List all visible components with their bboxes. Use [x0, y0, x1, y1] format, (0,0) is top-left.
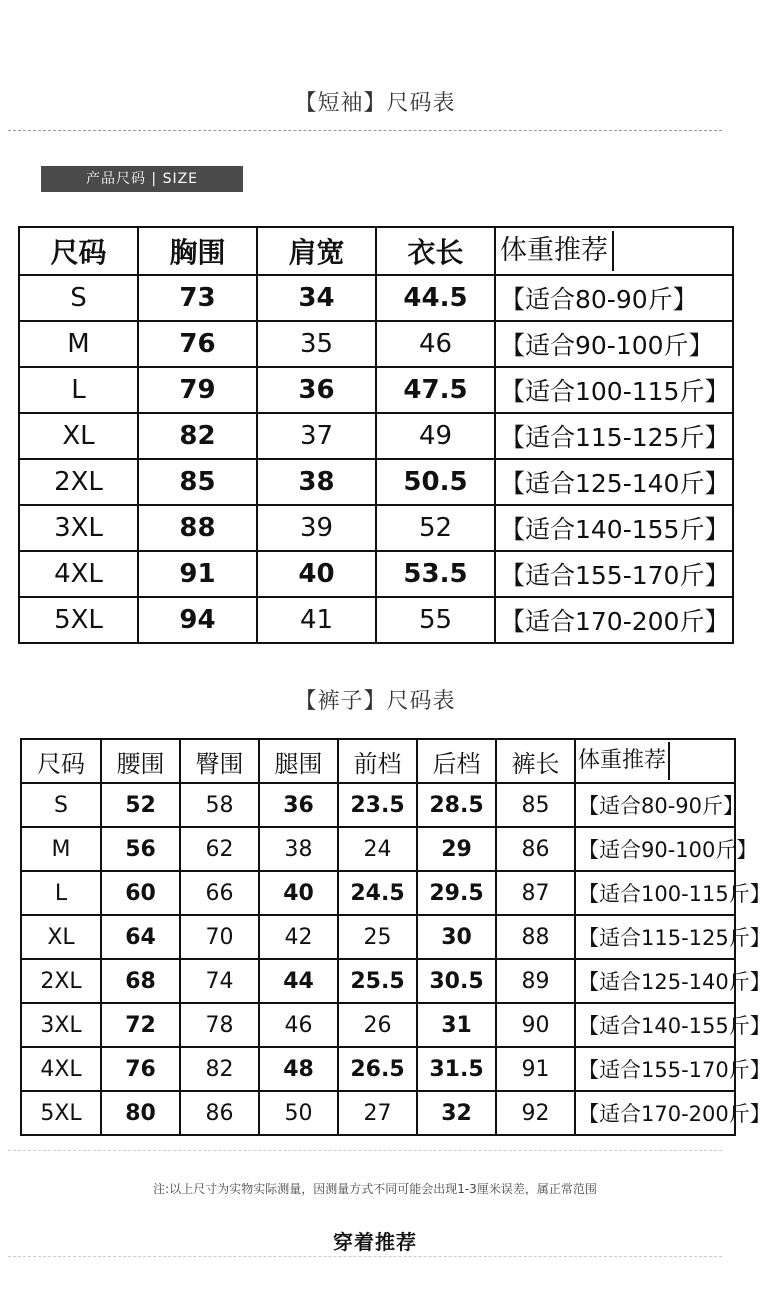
pants-cell: L	[21, 871, 101, 915]
table-row	[19, 551, 733, 597]
pants-cell: 38	[259, 827, 338, 871]
divider-wear	[8, 1256, 722, 1257]
shirt-cell: 76	[138, 321, 257, 367]
pants-cell: 46	[259, 1003, 338, 1047]
pants-cell: 4XL	[21, 1047, 101, 1091]
pants-cell: 【适合140-155斤】	[575, 1003, 735, 1047]
pants-cell: 23.5	[338, 783, 417, 827]
shirt-cell: L	[19, 367, 138, 413]
table-row	[19, 321, 733, 367]
shirt-header-cell	[495, 227, 733, 275]
shirt-cell: 50.5	[376, 459, 495, 505]
shirt-size-chart-title: 【短袖】尺码表	[294, 91, 456, 116]
table-row	[19, 597, 733, 643]
shirt-cell: 38	[257, 459, 376, 505]
pants-cell: 3XL	[21, 1003, 101, 1047]
shirt-cell: 55	[376, 597, 495, 643]
pants-cell: 42	[259, 915, 338, 959]
pants-cell: 36	[259, 783, 338, 827]
table-row	[21, 1091, 735, 1135]
pants-cell: 32	[417, 1091, 496, 1135]
table-row	[19, 505, 733, 551]
pants-cell: 76	[101, 1047, 180, 1091]
shirt-cell: 36	[257, 367, 376, 413]
pants-cell: XL	[21, 915, 101, 959]
shirt-header-cell: 肩宽	[257, 227, 376, 275]
shirt-cell: M	[19, 321, 138, 367]
pants-cell: 5XL	[21, 1091, 101, 1135]
shirt-cell: 3XL	[19, 505, 138, 551]
table-row	[19, 459, 733, 505]
product-size-tag: 产品尺码 | SIZE	[41, 166, 243, 192]
shirt-cell: 2XL	[19, 459, 138, 505]
shirt-cell: 【适合115-125斤】	[495, 413, 733, 459]
shirt-cell: 41	[257, 597, 376, 643]
table-row	[19, 275, 733, 321]
shirt-cell: 53.5	[376, 551, 495, 597]
divider-bottom	[8, 1150, 722, 1151]
pants-cell: S	[21, 783, 101, 827]
pants-cell: 24	[338, 827, 417, 871]
pants-cell: 86	[180, 1091, 259, 1135]
shirt-cell: 【适合90-100斤】	[495, 321, 733, 367]
pants-cell: 48	[259, 1047, 338, 1091]
pants-cell: 24.5	[338, 871, 417, 915]
shirt-cell: 34	[257, 275, 376, 321]
table-row	[21, 915, 735, 959]
shirt-cell: S	[19, 275, 138, 321]
shirt-cell: 94	[138, 597, 257, 643]
pants-cell: 【适合80-90斤】	[575, 783, 735, 827]
wear-recommendation-heading: 穿着推荐	[333, 1230, 417, 1254]
table-row	[21, 959, 735, 1003]
shirt-cell: 82	[138, 413, 257, 459]
pants-cell: 30.5	[417, 959, 496, 1003]
pants-cell: 31	[417, 1003, 496, 1047]
pants-cell: 【适合125-140斤】	[575, 959, 735, 1003]
pants-cell: 25.5	[338, 959, 417, 1003]
pants-size-table	[20, 738, 771, 1136]
pants-header-row	[21, 739, 735, 783]
pants-cell: 92	[496, 1091, 575, 1135]
shirt-cell: 4XL	[19, 551, 138, 597]
pants-header-cell: 腰围	[101, 739, 180, 783]
divider-top	[8, 130, 722, 131]
pants-cell: 82	[180, 1047, 259, 1091]
pants-cell: 52	[101, 783, 180, 827]
pants-cell: 86	[496, 827, 575, 871]
pants-cell: 74	[180, 959, 259, 1003]
shirt-cell: 47.5	[376, 367, 495, 413]
table-row	[19, 413, 733, 459]
pants-cell: 78	[180, 1003, 259, 1047]
table-row	[21, 827, 735, 871]
shirt-cell: 73	[138, 275, 257, 321]
shirt-cell: 【适合125-140斤】	[495, 459, 733, 505]
pants-cell: 40	[259, 871, 338, 915]
pants-cell: 25	[338, 915, 417, 959]
shirt-cell: 【适合80-90斤】	[495, 275, 733, 321]
pants-header-cell: 裤长	[496, 739, 575, 783]
shirt-cell: 【适合170-200斤】	[495, 597, 733, 643]
pants-header-cell: 后档	[417, 739, 496, 783]
pants-cell: 2XL	[21, 959, 101, 1003]
pants-cell: 68	[101, 959, 180, 1003]
pants-header-cell: 腿围	[259, 739, 338, 783]
pants-cell: 28.5	[417, 783, 496, 827]
table-row	[19, 367, 733, 413]
shirt-cell: 【适合140-155斤】	[495, 505, 733, 551]
shirt-cell: XL	[19, 413, 138, 459]
pants-cell: 【适合115-125斤】	[575, 915, 735, 959]
pants-cell: 62	[180, 827, 259, 871]
pants-cell: 【适合90-100斤】	[575, 827, 735, 871]
pants-cell: 50	[259, 1091, 338, 1135]
pants-cell: 80	[101, 1091, 180, 1135]
shirt-header-cell: 衣长	[376, 227, 495, 275]
pants-cell: 29.5	[417, 871, 496, 915]
shirt-cell: 79	[138, 367, 257, 413]
shirt-cell: 46	[376, 321, 495, 367]
shirt-cell: 37	[257, 413, 376, 459]
pants-cell: 58	[180, 783, 259, 827]
pants-header-cell: 尺码	[21, 739, 101, 783]
shirt-cell: 44.5	[376, 275, 495, 321]
shirt-cell: 【适合100-115斤】	[495, 367, 733, 413]
pants-cell: 26	[338, 1003, 417, 1047]
pants-cell: 72	[101, 1003, 180, 1047]
pants-cell: 【适合155-170斤】	[575, 1047, 735, 1091]
shirt-cell: 35	[257, 321, 376, 367]
pants-header-label: 体重推荐	[578, 742, 670, 780]
pants-cell: 90	[496, 1003, 575, 1047]
pants-cell: M	[21, 827, 101, 871]
shirt-cell: 40	[257, 551, 376, 597]
shirt-header-cell: 胸围	[138, 227, 257, 275]
shirt-size-table	[18, 226, 734, 644]
shirt-cell: 91	[138, 551, 257, 597]
pants-cell: 64	[101, 915, 180, 959]
shirt-cell: 39	[257, 505, 376, 551]
shirt-header-label: 体重推荐	[500, 231, 614, 271]
pants-cell: 85	[496, 783, 575, 827]
pants-cell: 27	[338, 1091, 417, 1135]
table-row	[21, 871, 735, 915]
pants-cell: 87	[496, 871, 575, 915]
pants-cell: 91	[496, 1047, 575, 1091]
shirt-header-row	[19, 227, 733, 275]
pants-cell: 56	[101, 827, 180, 871]
shirt-cell: 5XL	[19, 597, 138, 643]
pants-cell: 【适合100-115斤】	[575, 871, 735, 915]
pants-cell: 66	[180, 871, 259, 915]
pants-cell: 30	[417, 915, 496, 959]
measurement-note: 注:以上尺寸为实物实际测量，因测量方式不同可能会出现1-3厘米误差，属正常范围	[153, 1182, 597, 1196]
pants-header-cell	[575, 739, 735, 783]
pants-cell: 26.5	[338, 1047, 417, 1091]
pants-cell: 70	[180, 915, 259, 959]
shirt-cell: 【适合155-170斤】	[495, 551, 733, 597]
table-row	[21, 783, 735, 827]
pants-header-cell: 前档	[338, 739, 417, 783]
pants-cell: 89	[496, 959, 575, 1003]
shirt-cell: 85	[138, 459, 257, 505]
table-row	[21, 1047, 735, 1091]
pants-size-chart-title: 【裤子】尺码表	[294, 689, 456, 714]
table-row	[21, 1003, 735, 1047]
shirt-cell: 88	[138, 505, 257, 551]
pants-cell: 【适合170-200斤】	[575, 1091, 735, 1135]
pants-cell: 88	[496, 915, 575, 959]
shirt-cell: 52	[376, 505, 495, 551]
pants-cell: 44	[259, 959, 338, 1003]
shirt-header-cell: 尺码	[19, 227, 138, 275]
pants-header-cell: 臀围	[180, 739, 259, 783]
shirt-cell: 49	[376, 413, 495, 459]
pants-cell: 60	[101, 871, 180, 915]
pants-cell: 29	[417, 827, 496, 871]
pants-cell: 31.5	[417, 1047, 496, 1091]
